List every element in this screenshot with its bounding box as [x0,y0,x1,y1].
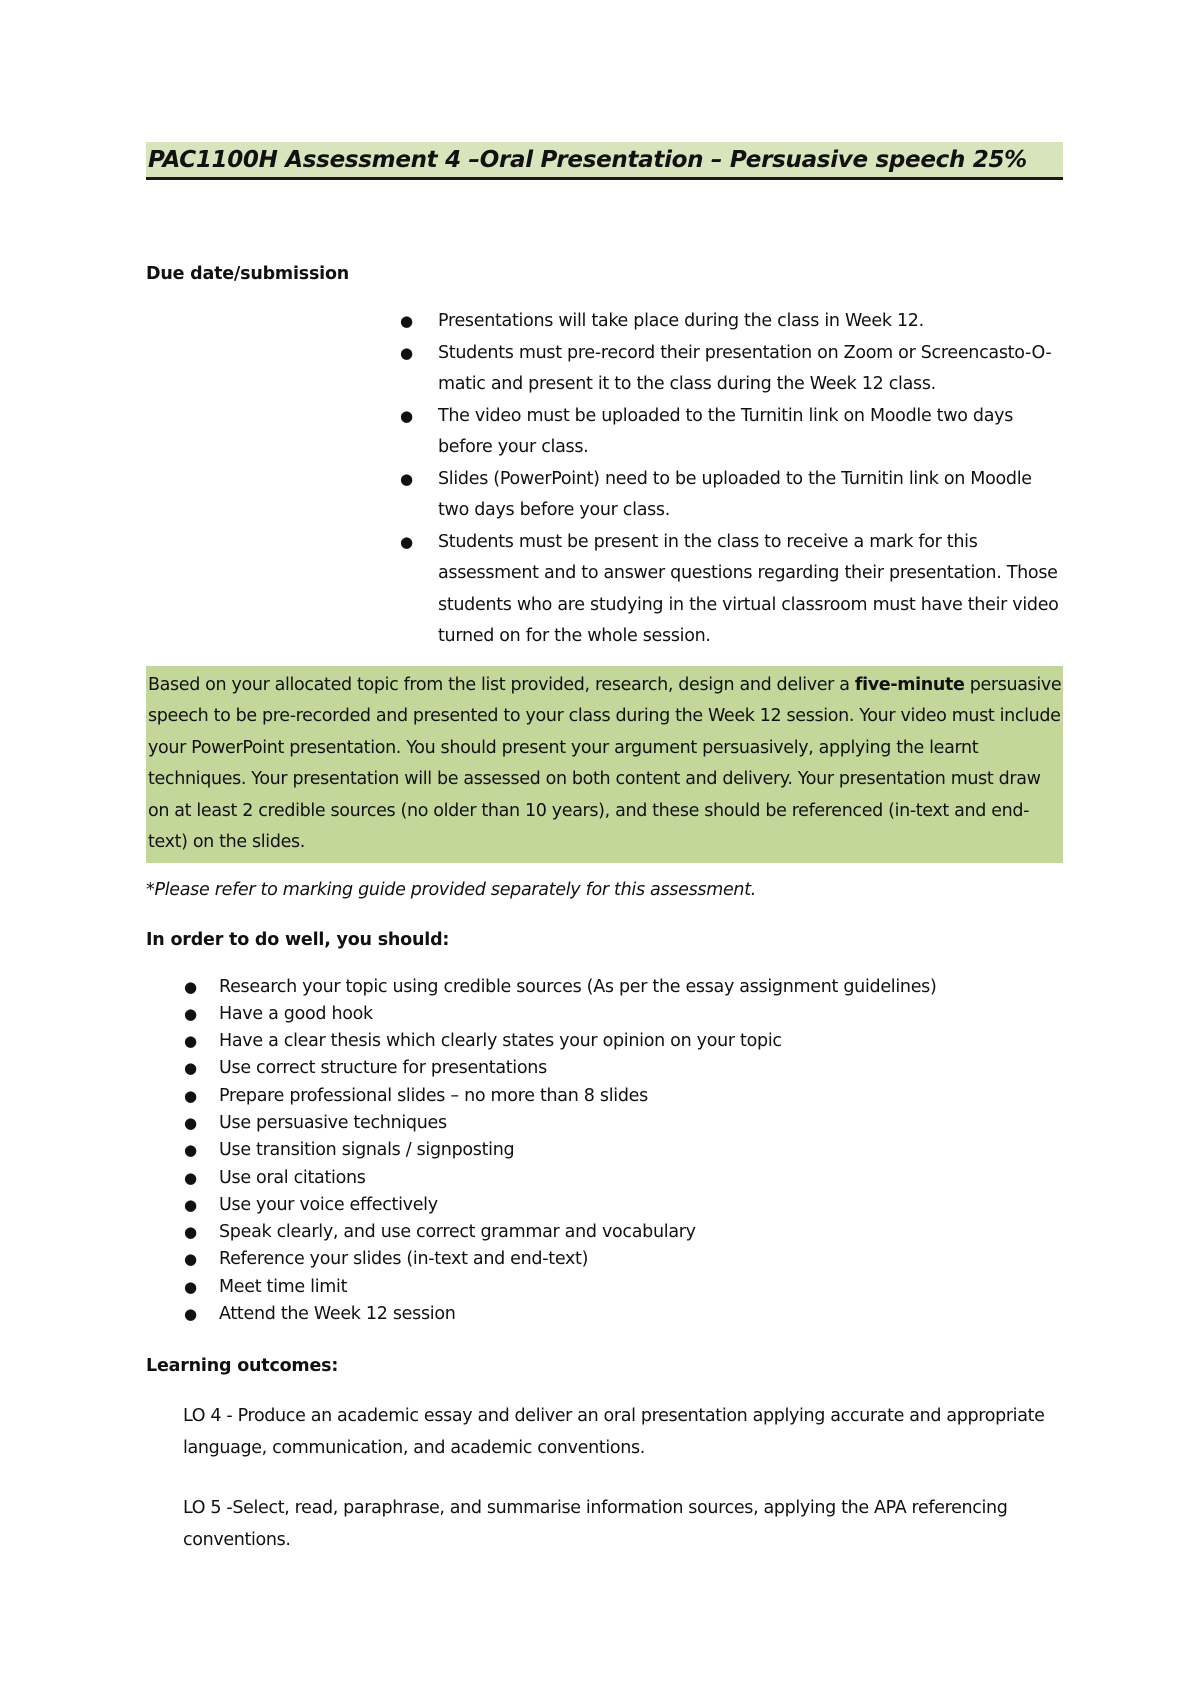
bullet-icon: ● [184,1032,197,1051]
title-band [146,142,1063,180]
list-item: ● Have a good hook [184,1001,1063,1028]
due-date-list [400,306,1063,653]
learning-outcome-4: LO 4 - Produce an academic essay and deliver an oral presentation applying accurate and appropriate language, communication, and academic conventions. [183,1406,1045,1459]
learning-outcome-5: LO 5 -Select, read, paraphrase, and summarise information sources, applying the APA referencing conventions. [183,1498,1008,1551]
learning-outcomes-heading: Learning outcomes: [146,1356,339,1377]
bullet-icon: ● [184,1141,197,1160]
bullet-icon: ● [184,1277,197,1296]
list-item: ● Use your voice effectively [184,1192,1063,1219]
list-item: ● Slides (PowerPoint) need to be uploaded to the Turnitin link on Moodle two days before your class. [400,464,1063,527]
list-item: ● Prepare professional slides – no more than 8 slides [184,1083,1063,1110]
list-item: ● Meet time limit [184,1274,1063,1301]
bullet-icon: ● [184,1195,197,1214]
list-item: ● Attend the Week 12 session [184,1301,1063,1328]
bullet-icon: ● [400,343,413,362]
do-well-heading: In order to do well, you should: [146,929,450,950]
bullet-icon: ● [184,1059,197,1078]
list-item: ● Use oral citations [184,1165,1063,1192]
bullet-icon: ● [400,532,413,551]
bullet-icon: ● [184,977,197,996]
task-description: Based on your allocated topic from the list provided, research, design and deliver a five-minute persuasive speech to be pre-recorded and presented to your class during the Week 12 session. Your video must include your PowerPoint presentation. You should present your argument persuasively, applying the learnt techniques. Your presentation will be assessed on both content and delivery. Your presentation must draw on at least 2 credible sources (no older than 10 years), and these should be referenced (in-text and end-text) on the slides. [146,666,1063,863]
do-well-list [184,974,1063,1329]
list-item: ● Research your topic using credible sources (As per the essay assignment guidelines) [184,974,1063,1001]
due-date-heading: Due date/submission [146,264,350,284]
marking-guide-note: *Please refer to marking guide provided separately for this assessment. [146,879,757,900]
list-item: ● Students must pre-record their presentation on Zoom or Screencasto-O-matic and present it to the class during the Week 12 class. [400,338,1063,401]
bullet-icon: ● [400,312,413,330]
list-item: ● Students must be present in the class to receive a mark for this assessment and to answer questions regarding their presentation. Those students who are studying in the virtual classroom must have their video turned on for the whole session. [400,527,1063,653]
bullet-icon: ● [184,1086,197,1105]
list-item: ● Speak clearly, and use correct grammar and vocabulary [184,1219,1063,1246]
document-content [146,142,1063,1556]
bullet-icon: ● [184,1223,197,1242]
task-duration-emphasis: five-minute [854,674,965,695]
list-item: ● The video must be uploaded to the Turnitin link on Moodle two days before your class. [400,401,1063,464]
list-item: ● Presentations will take place during the class in Week 12. [400,306,1063,338]
bullet-icon: ● [400,406,413,425]
page-title: PAC1100H Assessment 4 –Oral Presentation – Persuasive speech 25% [148,146,1027,173]
bullet-icon: ● [184,1004,197,1023]
bullet-icon: ● [400,469,413,488]
list-item: ● Use correct structure for presentations [184,1055,1063,1082]
list-item: ● Have a clear thesis which clearly states your opinion on your topic [184,1028,1063,1055]
list-item: ● Use transition signals / signposting [184,1137,1063,1164]
bullet-icon: ● [184,1250,197,1269]
bullet-icon: ● [184,1305,197,1324]
bullet-icon: ● [184,1113,197,1132]
bullet-icon: ● [184,1168,197,1187]
list-item: ● Reference your slides (in-text and end-text) [184,1246,1063,1273]
list-item: ● Use persuasive techniques [184,1110,1063,1137]
